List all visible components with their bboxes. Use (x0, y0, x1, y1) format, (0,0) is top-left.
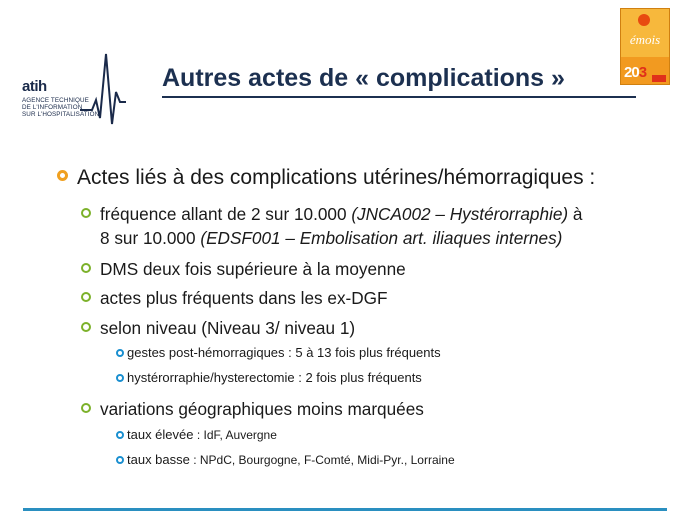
emois-badge (620, 8, 670, 85)
list-item-frequence: fréquence allant de 2 sur 10.000 (JNCA002 – Hystérorraphie) à (100, 204, 583, 224)
list-item-dms: DMS deux fois supérieure à la moyenne (100, 259, 406, 279)
sub-item-taux-basse: taux basse : NPdC, Bourgogne, F-Comté, Midi-Pyr., Lorraine (127, 452, 455, 467)
bullet-blue-icon (116, 456, 124, 464)
list-item-frequence-cont: 8 sur 10.000 (EDSF001 – Embolisation art. iliaques internes) (100, 228, 563, 248)
level1-heading: Actes liés à des complications utérines/hémorragiques : (77, 166, 596, 189)
bullet-blue-icon (116, 431, 124, 439)
logo-subtitle: AGENCE TECHNIQUE DE L'INFORMATION SUR L'HOSPITALISATION (22, 97, 100, 118)
bullet-green-icon (81, 208, 91, 218)
bullet-green-icon (81, 403, 91, 413)
badge-year: 203 (624, 64, 647, 81)
bullet-blue-icon (116, 349, 124, 357)
list-item-dgf: actes plus fréquents dans les ex-DGF (100, 288, 388, 308)
logo-wordmark: atih (22, 78, 47, 95)
sun-icon (638, 14, 650, 26)
sub-item-gestes: gestes post-hémorragiques : 5 à 13 fois plus fréquents (127, 345, 441, 360)
list-item-niveau: selon niveau (Niveau 3/ niveau 1) (100, 318, 356, 338)
bullet-green-icon (81, 292, 91, 302)
title-underline (162, 96, 636, 98)
bullet-green-icon (81, 263, 91, 273)
sub-item-hysterorraphie: hystérorraphie/hysterectomie : 2 fois plus fréquents (127, 370, 422, 385)
list-item-geo: variations géographiques moins marquées (100, 399, 424, 419)
bullet-blue-icon (116, 374, 124, 382)
sub-item-taux-elevee: taux élevée : IdF, Auvergne (127, 427, 277, 442)
bullet-green-icon (81, 322, 91, 332)
page-title: Autres actes de « complications » (162, 64, 565, 92)
footer-rule (23, 508, 667, 511)
badge-word: émois (629, 32, 661, 47)
